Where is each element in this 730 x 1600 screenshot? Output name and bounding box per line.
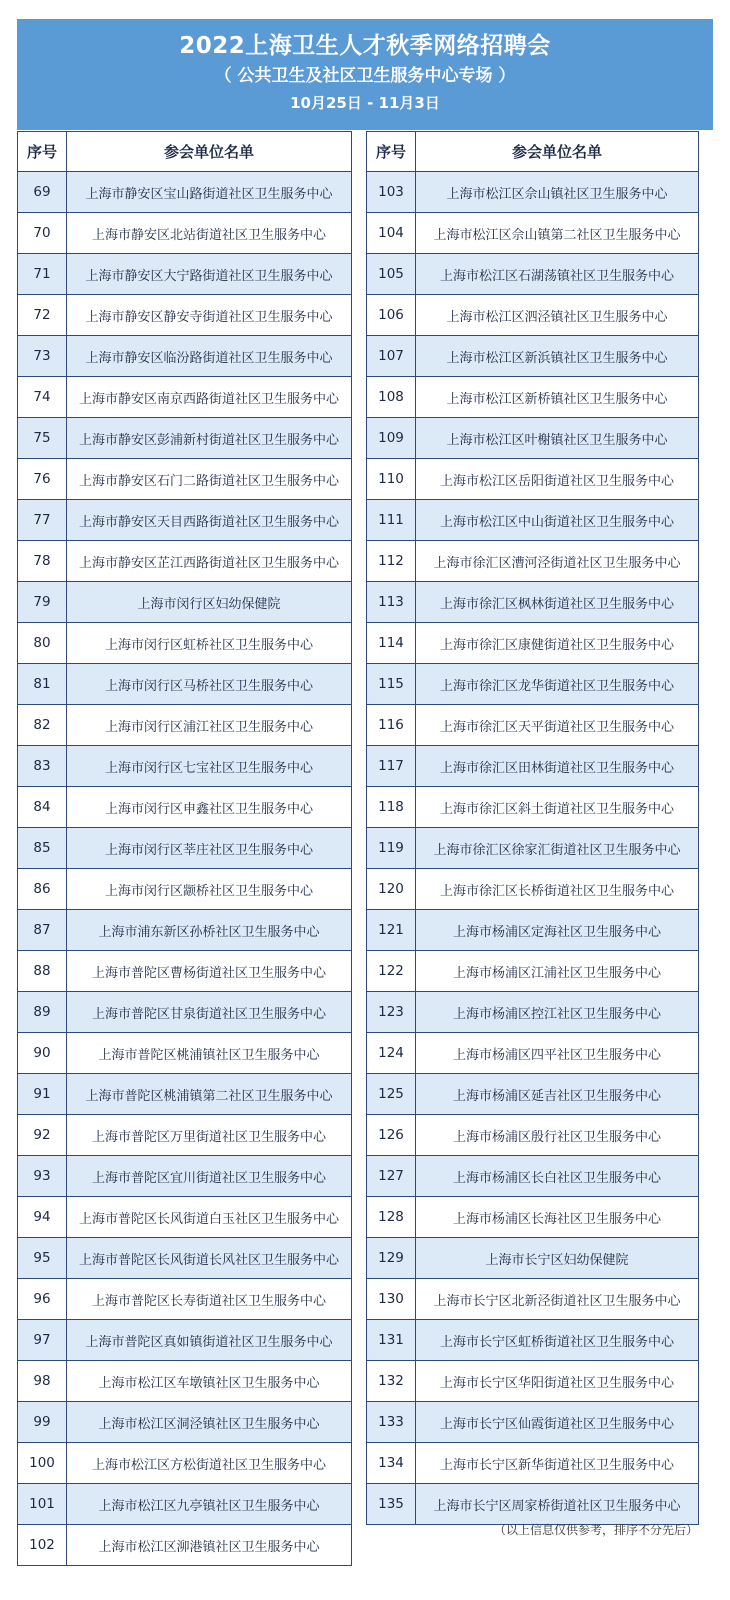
row-number: 90: [18, 1033, 67, 1074]
table-row: [18, 1033, 352, 1074]
table-row: [18, 705, 352, 746]
organization-name: 上海市静安区天目西路街道社区卫生服务中心: [67, 500, 352, 541]
organization-name: 上海市松江区石湖荡镇社区卫生服务中心: [416, 254, 699, 295]
table-row: [367, 705, 699, 746]
table-row: [18, 787, 352, 828]
table-row: [367, 869, 699, 910]
column-header-no: 序号: [367, 132, 416, 172]
row-number: 103: [367, 172, 416, 213]
table-row: [367, 1443, 699, 1484]
organization-name: 上海市静安区石门二路街道社区卫生服务中心: [67, 459, 352, 500]
row-number: 135: [367, 1484, 416, 1525]
table-row: [18, 910, 352, 951]
table-row: [367, 664, 699, 705]
organization-name: 上海市浦东新区孙桥社区卫生服务中心: [67, 910, 352, 951]
row-number: 109: [367, 418, 416, 459]
organization-name: 上海市徐汇区漕河泾街道社区卫生服务中心: [416, 541, 699, 582]
organization-name: 上海市长宁区仙霞街道社区卫生服务中心: [416, 1402, 699, 1443]
table-row: [367, 1156, 699, 1197]
table-row: [367, 1402, 699, 1443]
table-row: [367, 623, 699, 664]
table-row: [18, 869, 352, 910]
row-number: 84: [18, 787, 67, 828]
table-row: [18, 992, 352, 1033]
organization-name: 上海市松江区叶榭镇社区卫生服务中心: [416, 418, 699, 459]
organization-name: 上海市普陀区长风街道长风社区卫生服务中心: [67, 1238, 352, 1279]
row-number: 87: [18, 910, 67, 951]
organization-name: 上海市杨浦区延吉社区卫生服务中心: [416, 1074, 699, 1115]
row-number: 131: [367, 1320, 416, 1361]
row-number: 69: [18, 172, 67, 213]
table-row: [367, 1115, 699, 1156]
table-row: [18, 541, 352, 582]
row-number: 73: [18, 336, 67, 377]
table-row: [367, 828, 699, 869]
row-number: 83: [18, 746, 67, 787]
table-row: [18, 1156, 352, 1197]
table-row: [367, 459, 699, 500]
row-number: 79: [18, 582, 67, 623]
column-header-name: 参会单位名单: [67, 132, 352, 172]
row-number: 76: [18, 459, 67, 500]
table-row: [18, 172, 352, 213]
table-row: [367, 1197, 699, 1238]
table-header-row: [367, 132, 699, 172]
organization-name: 上海市闵行区莘庄社区卫生服务中心: [67, 828, 352, 869]
table-row: [18, 1484, 352, 1525]
organization-name: 上海市杨浦区定海社区卫生服务中心: [416, 910, 699, 951]
organization-name: 上海市普陀区长寿街道社区卫生服务中心: [67, 1279, 352, 1320]
table-row: [367, 951, 699, 992]
table-row: [18, 828, 352, 869]
row-number: 100: [18, 1443, 67, 1484]
organization-name: 上海市普陀区桃浦镇第二社区卫生服务中心: [67, 1074, 352, 1115]
organization-name: 上海市闵行区虹桥社区卫生服务中心: [67, 623, 352, 664]
organization-name: 上海市松江区新桥镇社区卫生服务中心: [416, 377, 699, 418]
organization-name: 上海市普陀区甘泉街道社区卫生服务中心: [67, 992, 352, 1033]
table-row: [367, 377, 699, 418]
organization-name: 上海市松江区佘山镇第二社区卫生服务中心: [416, 213, 699, 254]
column-header-name: 参会单位名单: [416, 132, 699, 172]
table-row: [367, 746, 699, 787]
row-number: 130: [367, 1279, 416, 1320]
table-row: [367, 172, 699, 213]
table-row: [18, 336, 352, 377]
organization-name: 上海市徐汇区田林街道社区卫生服务中心: [416, 746, 699, 787]
organization-name: 上海市普陀区宜川街道社区卫生服务中心: [67, 1156, 352, 1197]
row-number: 77: [18, 500, 67, 541]
organization-name: 上海市闵行区申鑫社区卫生服务中心: [67, 787, 352, 828]
organization-name: 上海市闵行区妇幼保健院: [67, 582, 352, 623]
organization-name: 上海市静安区北站街道社区卫生服务中心: [67, 213, 352, 254]
row-number: 71: [18, 254, 67, 295]
table-row: [18, 1320, 352, 1361]
page-title: 2022上海卫生人才秋季网络招聘会: [179, 33, 551, 59]
table-row: [18, 664, 352, 705]
table-row: [18, 295, 352, 336]
participant-table-left: [17, 131, 352, 1566]
table-body-left: [18, 172, 352, 1566]
table-row: [18, 623, 352, 664]
table-row: [367, 418, 699, 459]
row-number: 128: [367, 1197, 416, 1238]
row-number: 82: [18, 705, 67, 746]
row-number: 101: [18, 1484, 67, 1525]
row-number: 111: [367, 500, 416, 541]
row-number: 80: [18, 623, 67, 664]
row-number: 95: [18, 1238, 67, 1279]
row-number: 99: [18, 1402, 67, 1443]
row-number: 126: [367, 1115, 416, 1156]
row-number: 113: [367, 582, 416, 623]
row-number: 125: [367, 1074, 416, 1115]
organization-name: 上海市松江区洞泾镇社区卫生服务中心: [67, 1402, 352, 1443]
organization-name: 上海市长宁区华阳街道社区卫生服务中心: [416, 1361, 699, 1402]
row-number: 93: [18, 1156, 67, 1197]
row-number: 117: [367, 746, 416, 787]
row-number: 74: [18, 377, 67, 418]
row-number: 72: [18, 295, 67, 336]
organization-name: 上海市静安区南京西路街道社区卫生服务中心: [67, 377, 352, 418]
organization-name: 上海市普陀区桃浦镇社区卫生服务中心: [67, 1033, 352, 1074]
table-row: [367, 1279, 699, 1320]
row-number: 89: [18, 992, 67, 1033]
organization-name: 上海市长宁区北新泾街道社区卫生服务中心: [416, 1279, 699, 1320]
row-number: 92: [18, 1115, 67, 1156]
table-row: [18, 746, 352, 787]
row-number: 78: [18, 541, 67, 582]
table-row: [367, 910, 699, 951]
table-row: [18, 582, 352, 623]
row-number: 98: [18, 1361, 67, 1402]
row-number: 75: [18, 418, 67, 459]
row-number: 108: [367, 377, 416, 418]
table-row: [367, 1320, 699, 1361]
table-row: [18, 1361, 352, 1402]
footnote: （以上信息仅供参考，排序不分先后）: [493, 1523, 698, 1537]
organization-name: 上海市松江区岳阳街道社区卫生服务中心: [416, 459, 699, 500]
organization-name: 上海市松江区中山街道社区卫生服务中心: [416, 500, 699, 541]
organization-name: 上海市杨浦区四平社区卫生服务中心: [416, 1033, 699, 1074]
table-header-row: [18, 132, 352, 172]
table-row: [18, 500, 352, 541]
table-row: [18, 1197, 352, 1238]
organization-name: 上海市静安区宝山路街道社区卫生服务中心: [67, 172, 352, 213]
table-row: [367, 1033, 699, 1074]
organization-name: 上海市静安区彭浦新村街道社区卫生服务中心: [67, 418, 352, 459]
organization-name: 上海市杨浦区长白社区卫生服务中心: [416, 1156, 699, 1197]
row-number: 118: [367, 787, 416, 828]
organization-name: 上海市松江区泖港镇社区卫生服务中心: [67, 1525, 352, 1566]
row-number: 104: [367, 213, 416, 254]
row-number: 120: [367, 869, 416, 910]
organization-name: 上海市闵行区七宝社区卫生服务中心: [67, 746, 352, 787]
row-number: 102: [18, 1525, 67, 1566]
row-number: 127: [367, 1156, 416, 1197]
organization-name: 上海市普陀区万里街道社区卫生服务中心: [67, 1115, 352, 1156]
organization-name: 上海市长宁区虹桥街道社区卫生服务中心: [416, 1320, 699, 1361]
organization-name: 上海市松江区新浜镇社区卫生服务中心: [416, 336, 699, 377]
table-row: [367, 787, 699, 828]
table-row: [18, 1115, 352, 1156]
row-number: 134: [367, 1443, 416, 1484]
organization-name: 上海市松江区泗泾镇社区卫生服务中心: [416, 295, 699, 336]
organization-name: 上海市松江区方松街道社区卫生服务中心: [67, 1443, 352, 1484]
organization-name: 上海市松江区九亭镇社区卫生服务中心: [67, 1484, 352, 1525]
organization-name: 上海市徐汇区枫林街道社区卫生服务中心: [416, 582, 699, 623]
organization-name: 上海市松江区佘山镇社区卫生服务中心: [416, 172, 699, 213]
row-number: 119: [367, 828, 416, 869]
organization-name: 上海市静安区大宁路街道社区卫生服务中心: [67, 254, 352, 295]
table-row: [18, 213, 352, 254]
table-row: [18, 1074, 352, 1115]
table-row: [18, 254, 352, 295]
row-number: 114: [367, 623, 416, 664]
organization-name: 上海市杨浦区殷行社区卫生服务中心: [416, 1115, 699, 1156]
table-row: [367, 336, 699, 377]
table-row: [367, 295, 699, 336]
table-row: [18, 951, 352, 992]
organization-name: 上海市徐汇区康健街道社区卫生服务中心: [416, 623, 699, 664]
organization-name: 上海市松江区车墩镇社区卫生服务中心: [67, 1361, 352, 1402]
row-number: 133: [367, 1402, 416, 1443]
table-row: [18, 377, 352, 418]
organization-name: 上海市长宁区新华街道社区卫生服务中心: [416, 1443, 699, 1484]
row-number: 116: [367, 705, 416, 746]
row-number: 85: [18, 828, 67, 869]
table-row: [18, 1525, 352, 1566]
organization-name: 上海市普陀区曹杨街道社区卫生服务中心: [67, 951, 352, 992]
table-row: [367, 541, 699, 582]
row-number: 121: [367, 910, 416, 951]
table-row: [367, 1074, 699, 1115]
row-number: 97: [18, 1320, 67, 1361]
organization-name: 上海市徐汇区斜土街道社区卫生服务中心: [416, 787, 699, 828]
table-row: [367, 213, 699, 254]
row-number: 81: [18, 664, 67, 705]
row-number: 123: [367, 992, 416, 1033]
organization-name: 上海市杨浦区控江社区卫生服务中心: [416, 992, 699, 1033]
table-body-right: [367, 172, 699, 1525]
page-header: [17, 19, 713, 130]
row-number: 115: [367, 664, 416, 705]
table-row: [367, 1484, 699, 1525]
table-row: [367, 582, 699, 623]
organization-name: 上海市闵行区浦江社区卫生服务中心: [67, 705, 352, 746]
organization-name: 上海市闵行区马桥社区卫生服务中心: [67, 664, 352, 705]
table-row: [18, 459, 352, 500]
row-number: 122: [367, 951, 416, 992]
table-row: [367, 254, 699, 295]
row-number: 94: [18, 1197, 67, 1238]
event-dates: 10月25日 - 11月3日: [290, 94, 440, 112]
row-number: 86: [18, 869, 67, 910]
organization-name: 上海市静安区芷江西路街道社区卫生服务中心: [67, 541, 352, 582]
row-number: 88: [18, 951, 67, 992]
row-number: 110: [367, 459, 416, 500]
organization-name: 上海市静安区临汾路街道社区卫生服务中心: [67, 336, 352, 377]
row-number: 107: [367, 336, 416, 377]
organization-name: 上海市杨浦区江浦社区卫生服务中心: [416, 951, 699, 992]
organization-name: 上海市长宁区妇幼保健院: [416, 1238, 699, 1279]
table-row: [18, 1238, 352, 1279]
row-number: 132: [367, 1361, 416, 1402]
organization-name: 上海市徐汇区龙华街道社区卫生服务中心: [416, 664, 699, 705]
table-row: [367, 992, 699, 1033]
organization-name: 上海市普陀区长风街道白玉社区卫生服务中心: [67, 1197, 352, 1238]
organization-name: 上海市静安区静安寺街道社区卫生服务中心: [67, 295, 352, 336]
table-row: [18, 1402, 352, 1443]
row-number: 129: [367, 1238, 416, 1279]
row-number: 96: [18, 1279, 67, 1320]
organization-name: 上海市闵行区颛桥社区卫生服务中心: [67, 869, 352, 910]
table-row: [367, 1361, 699, 1402]
row-number: 70: [18, 213, 67, 254]
organization-name: 上海市徐汇区徐家汇街道社区卫生服务中心: [416, 828, 699, 869]
organization-name: 上海市长宁区周家桥街道社区卫生服务中心: [416, 1484, 699, 1525]
row-number: 91: [18, 1074, 67, 1115]
organization-name: 上海市杨浦区长海社区卫生服务中心: [416, 1197, 699, 1238]
organization-name: 上海市徐汇区长桥街道社区卫生服务中心: [416, 869, 699, 910]
row-number: 124: [367, 1033, 416, 1074]
page-subtitle: （ 公共卫生及社区卫生服务中心专场 ）: [214, 66, 516, 86]
table-row: [18, 1443, 352, 1484]
table-row: [367, 500, 699, 541]
row-number: 106: [367, 295, 416, 336]
participant-table-right: [366, 131, 699, 1525]
table-row: [18, 1279, 352, 1320]
organization-name: 上海市普陀区真如镇街道社区卫生服务中心: [67, 1320, 352, 1361]
row-number: 105: [367, 254, 416, 295]
table-row: [18, 418, 352, 459]
column-header-no: 序号: [18, 132, 67, 172]
organization-name: 上海市徐汇区天平街道社区卫生服务中心: [416, 705, 699, 746]
table-row: [367, 1238, 699, 1279]
row-number: 112: [367, 541, 416, 582]
